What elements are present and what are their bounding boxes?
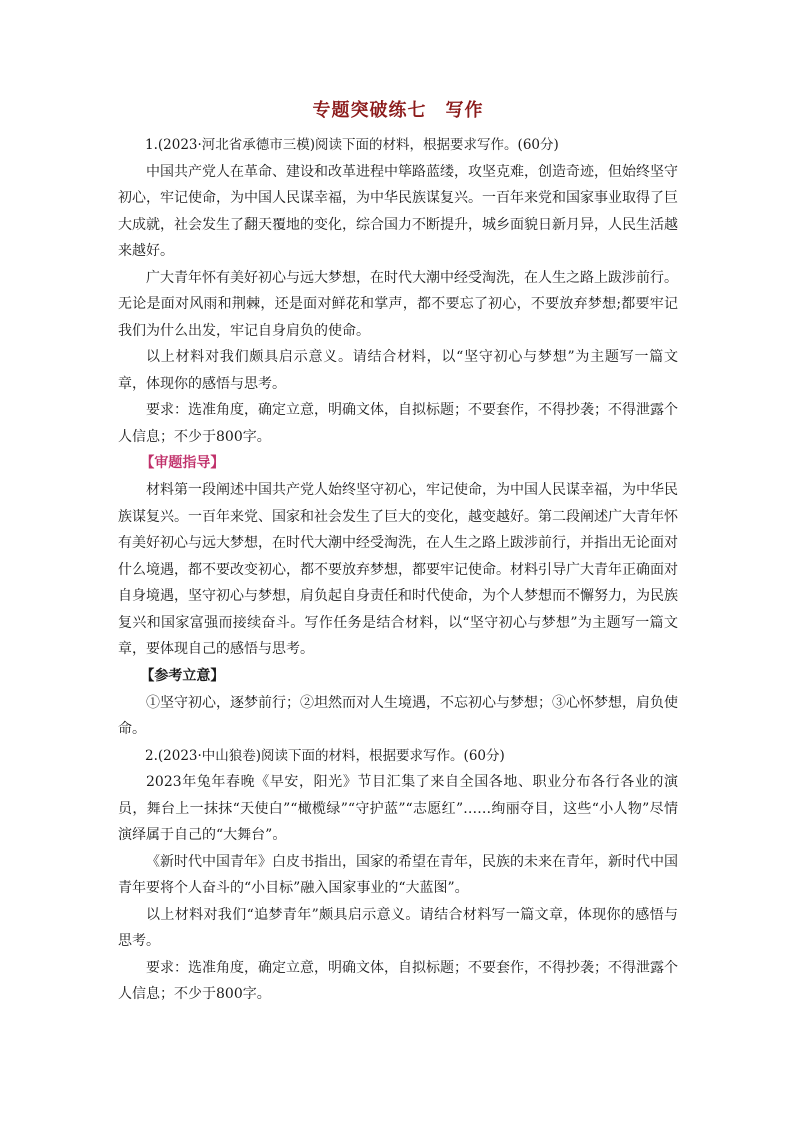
question-2-requirements: 要求：选准角度，确定立意，明确文体，自拟标题；不要套作，不得抄袭；不得泄露个人信息；不少于800字。: [118, 959, 678, 1002]
question-2-material-paragraph-2: 《新时代中国青年》白皮书指出，国家的希望在青年，民族的未来在青年，新时代中国青年要将个人奋斗的“小目标”融入国家事业的“大蓝图”。: [118, 853, 678, 896]
question-1-prompt: 以上材料对我们颇具启示意义。请结合材料，以“坚守初心与梦想”为主题写一篇文章，体现你的感悟与思考。: [118, 349, 678, 392]
question-2-prompt: 以上材料对我们“追梦青年”颇具启示意义。请结合材料写一篇文章，体现你的感悟与思考。: [118, 906, 678, 949]
page-title: 专题突破练七 写作: [312, 100, 484, 121]
reference-ideas: ①坚守初心，逐梦前行；②坦然而对人生境遇，不忘初心与梦想；③心怀梦想，肩负使命。: [118, 694, 678, 737]
question-1-requirements: 要求：选准角度，确定立意，明确文体，自拟标题；不要套作，不得抄袭；不得泄露个人信息；不少于800字。: [118, 402, 678, 445]
question-2-material-paragraph-1: 2023年兔年春晚《早安，阳光》节目汇集了来自全国各地、职业分布各行各业的演员，舞台上一抹抹“天使白”“橄榄绿”“守护蓝”“志愿红”……绚丽夺目，这些“小人物”尽情演绎属于自己的“大舞台”。: [118, 774, 678, 843]
guide-paragraph: 材料第一段阐述中国共产党人始终坚守初心，牢记使命，为中国人民谋幸福，为中华民族谋复兴。一百年来党、国家和社会发生了巨大的变化，越变越好。第二段阐述广大青年怀有美好初心与远大梦想，在时代大潮中经受淘洗，在人生之路上跋涉前行，并指出无论面对什么境遇，都不要改变初心，都不要放弃梦想，都要牢记使命。材料引导广大青年正确面对自身境遇，坚守初心与梦想，肩负起自身责任和时代使命，为个人梦想而不懈努力，为民族复兴和国家富强而接续奋斗。写作任务是结合材料，以“坚守初心与梦想”为主题写一篇文章，要体现自己的感悟与思考。: [118, 482, 678, 657]
reference-section-tag: 【参考立意】: [140, 667, 225, 684]
question-1-material-paragraph-2: 广大青年怀有美好初心与远大梦想，在时代大潮中经受淘洗，在人生之路上跋涉前行。无论是面对风雨和荆棘，还是面对鲜花和掌声，都不要忘了初心，不要放弃梦想;都要牢记我们为什么出发，牢记自身肩负的使命。: [118, 269, 678, 339]
question-2-heading: 2.(2023·中山狼卷)阅读下面的材料，根据要求写作。(60分): [145, 747, 505, 764]
question-1-heading: 1.(2023·河北省承德市三模)阅读下面的材料，根据要求写作。(60分): [145, 137, 559, 153]
question-1-material-paragraph-1: 中国共产党人在革命、建设和改革进程中筚路蓝缕，攻坚克难，创造奇迹，但始终坚守初心，牢记使命，为中国人民谋幸福，为中华民族谋复兴。一百年来党和国家事业取得了巨大成就，社会发生了翻天覆地的变化，综合国力不断提升，城乡面貌日新月异，人民生活越来越好。: [118, 163, 678, 259]
document-page: [118, 92, 678, 1008]
guide-section-tag: 【审题指导】: [140, 455, 225, 471]
